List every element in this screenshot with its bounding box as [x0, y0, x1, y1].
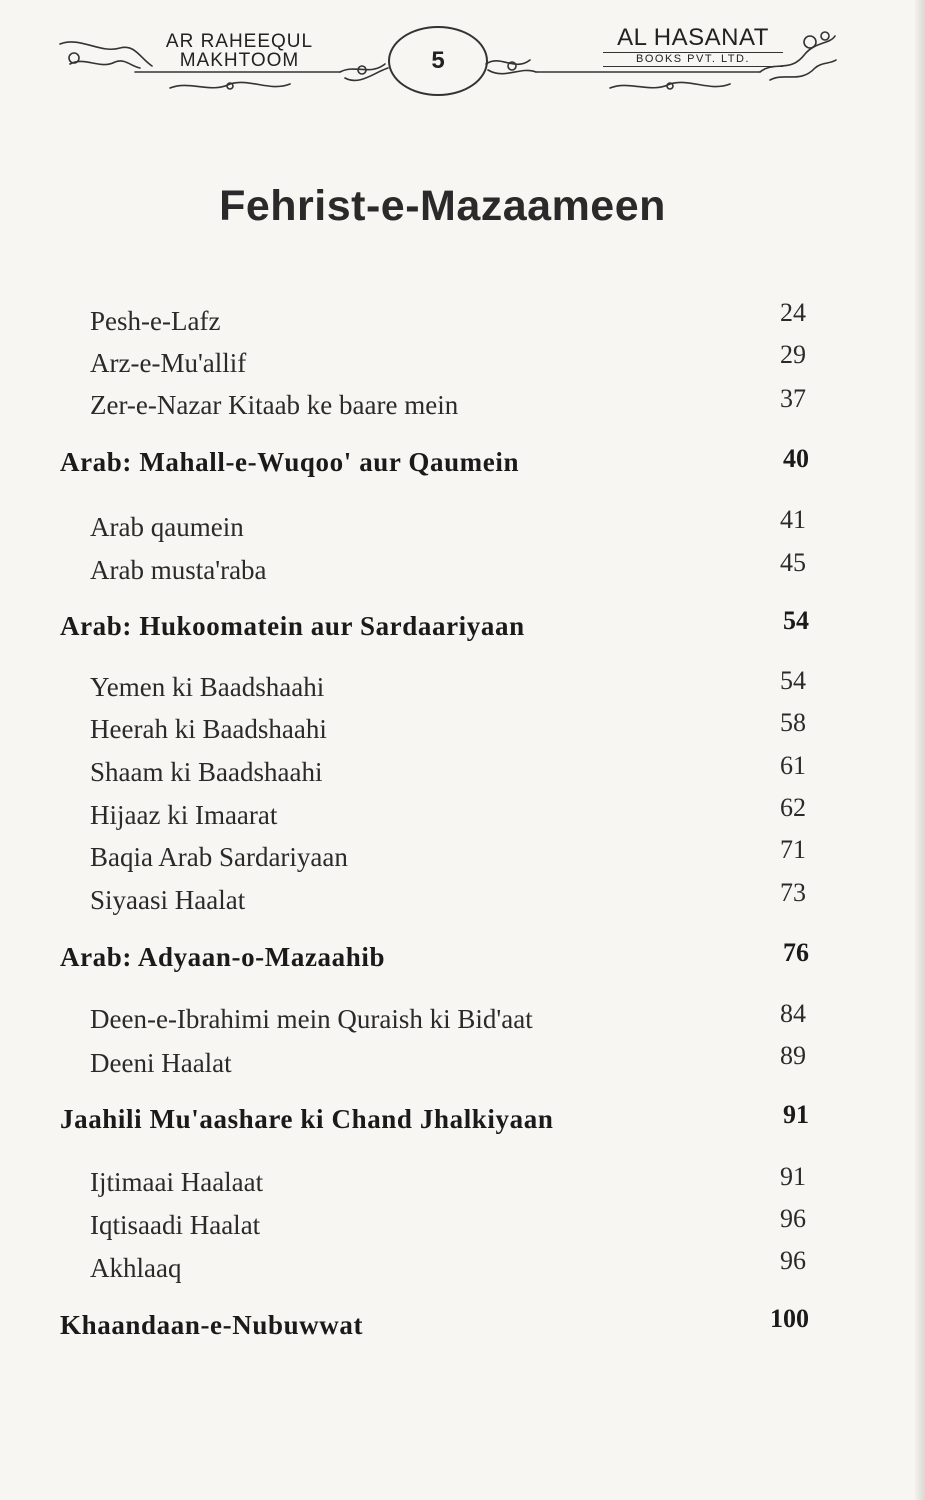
toc-entry-page: 96 — [780, 1246, 806, 1275]
toc-chapter — [0, 1304, 925, 1350]
toc-entry-label: Zer-e-Nazar Kitaab ke baare mein — [90, 390, 459, 420]
toc-chapter-page: 91 — [783, 1100, 809, 1129]
toc-entry-label: Shaam ki Baadshaahi — [90, 757, 323, 787]
toc-entry-label: Deen-e-Ibrahimi mein Quraish ki Bid'aat — [90, 1004, 533, 1034]
toc-entry — [0, 340, 925, 388]
page-number: 5 — [388, 26, 488, 96]
toc-entry-page: 41 — [780, 505, 806, 534]
toc-entry-page: 89 — [780, 1041, 806, 1070]
toc-chapter-label: Arab: Hukoomatein aur Sardaariyaan — [60, 611, 525, 641]
toc-entry-label: Deeni Haalat — [90, 1048, 232, 1078]
toc-entry — [0, 1246, 925, 1293]
toc-entry — [0, 999, 925, 1044]
toc-entry-label: Hijaaz ki Imaarat — [90, 800, 278, 830]
toc-entry-page: 61 — [780, 751, 806, 780]
toc-chapter — [0, 606, 925, 651]
toc-chapter — [0, 1100, 925, 1144]
toc-entry-page: 71 — [780, 835, 806, 864]
book-title-line2: MAKHTOOM — [179, 50, 300, 71]
toc-entry — [0, 1162, 925, 1207]
toc-chapter-page: 100 — [770, 1304, 809, 1333]
toc-entry — [0, 666, 925, 712]
toc-entry-page: 45 — [780, 548, 806, 577]
toc-entry — [0, 384, 925, 430]
toc-entry — [0, 793, 925, 840]
toc-entry-page: 54 — [780, 666, 806, 695]
toc-chapter — [0, 444, 925, 487]
toc-entry-page: 91 — [780, 1162, 806, 1191]
toc-entry — [0, 505, 925, 552]
toc-chapter-page: 40 — [783, 444, 809, 473]
toc-entry-page: 73 — [780, 878, 806, 907]
toc-entry-label: Pesh-e-Lafz — [90, 306, 221, 336]
toc-entry — [0, 708, 925, 754]
toc-entry — [0, 835, 925, 882]
toc-entry — [0, 878, 925, 925]
toc-entry-label: Heerah ki Baadshaahi — [90, 714, 327, 744]
toc-entry-page: 24 — [780, 298, 806, 327]
toc-entry-label: Baqia Arab Sardariyaan — [90, 842, 348, 872]
publisher-name-line1: AL HASANAT — [617, 24, 769, 51]
toc-entry-label: Arz-e-Mu'allif — [90, 348, 247, 378]
toc-chapter-label: Arab: Mahall-e-Wuqoo' aur Qaumein — [60, 447, 520, 477]
toc-entry — [0, 1041, 925, 1088]
toc-entry-page: 58 — [780, 708, 806, 737]
toc-entry-page: 29 — [780, 340, 806, 369]
toc-chapter-page: 76 — [783, 938, 809, 967]
toc-chapter-label: Khaandaan-e-Nubuwwat — [60, 1310, 364, 1340]
toc-entry-page: 96 — [780, 1204, 806, 1233]
toc-entry-label: Arab musta'raba — [90, 555, 267, 585]
toc-entry-page: 62 — [780, 793, 806, 822]
toc-chapter-page: 54 — [783, 606, 809, 635]
toc-entry-page: 37 — [780, 384, 806, 413]
publisher-name-line2: BOOKS PVT. LTD. — [603, 52, 783, 67]
toc-entry — [0, 548, 925, 595]
toc-entry-label: Arab qaumein — [90, 512, 244, 542]
toc-chapter — [0, 938, 925, 982]
toc-entry-label: Akhlaaq — [90, 1253, 182, 1283]
page-title: Fehrist-e-Mazaameen — [219, 182, 666, 230]
toc-chapter-label: Arab: Adyaan-o-Mazaahib — [60, 942, 386, 972]
toc-entry — [0, 751, 925, 797]
toc-entry-label: Ijtimaai Haalaat — [90, 1167, 264, 1197]
book-title-line1: AR RAHEEQUL — [165, 31, 314, 52]
toc-entry-label: Yemen ki Baadshaahi — [90, 672, 325, 702]
toc-entry-page: 84 — [780, 999, 806, 1028]
toc-entry-label: Iqtisaadi Haalat — [90, 1210, 261, 1240]
toc-entry-label: Siyaasi Haalat — [90, 885, 246, 915]
toc-chapter-label: Jaahili Mu'aashare ki Chand Jhalkiyaan — [60, 1104, 554, 1134]
toc-entry — [0, 1204, 925, 1250]
